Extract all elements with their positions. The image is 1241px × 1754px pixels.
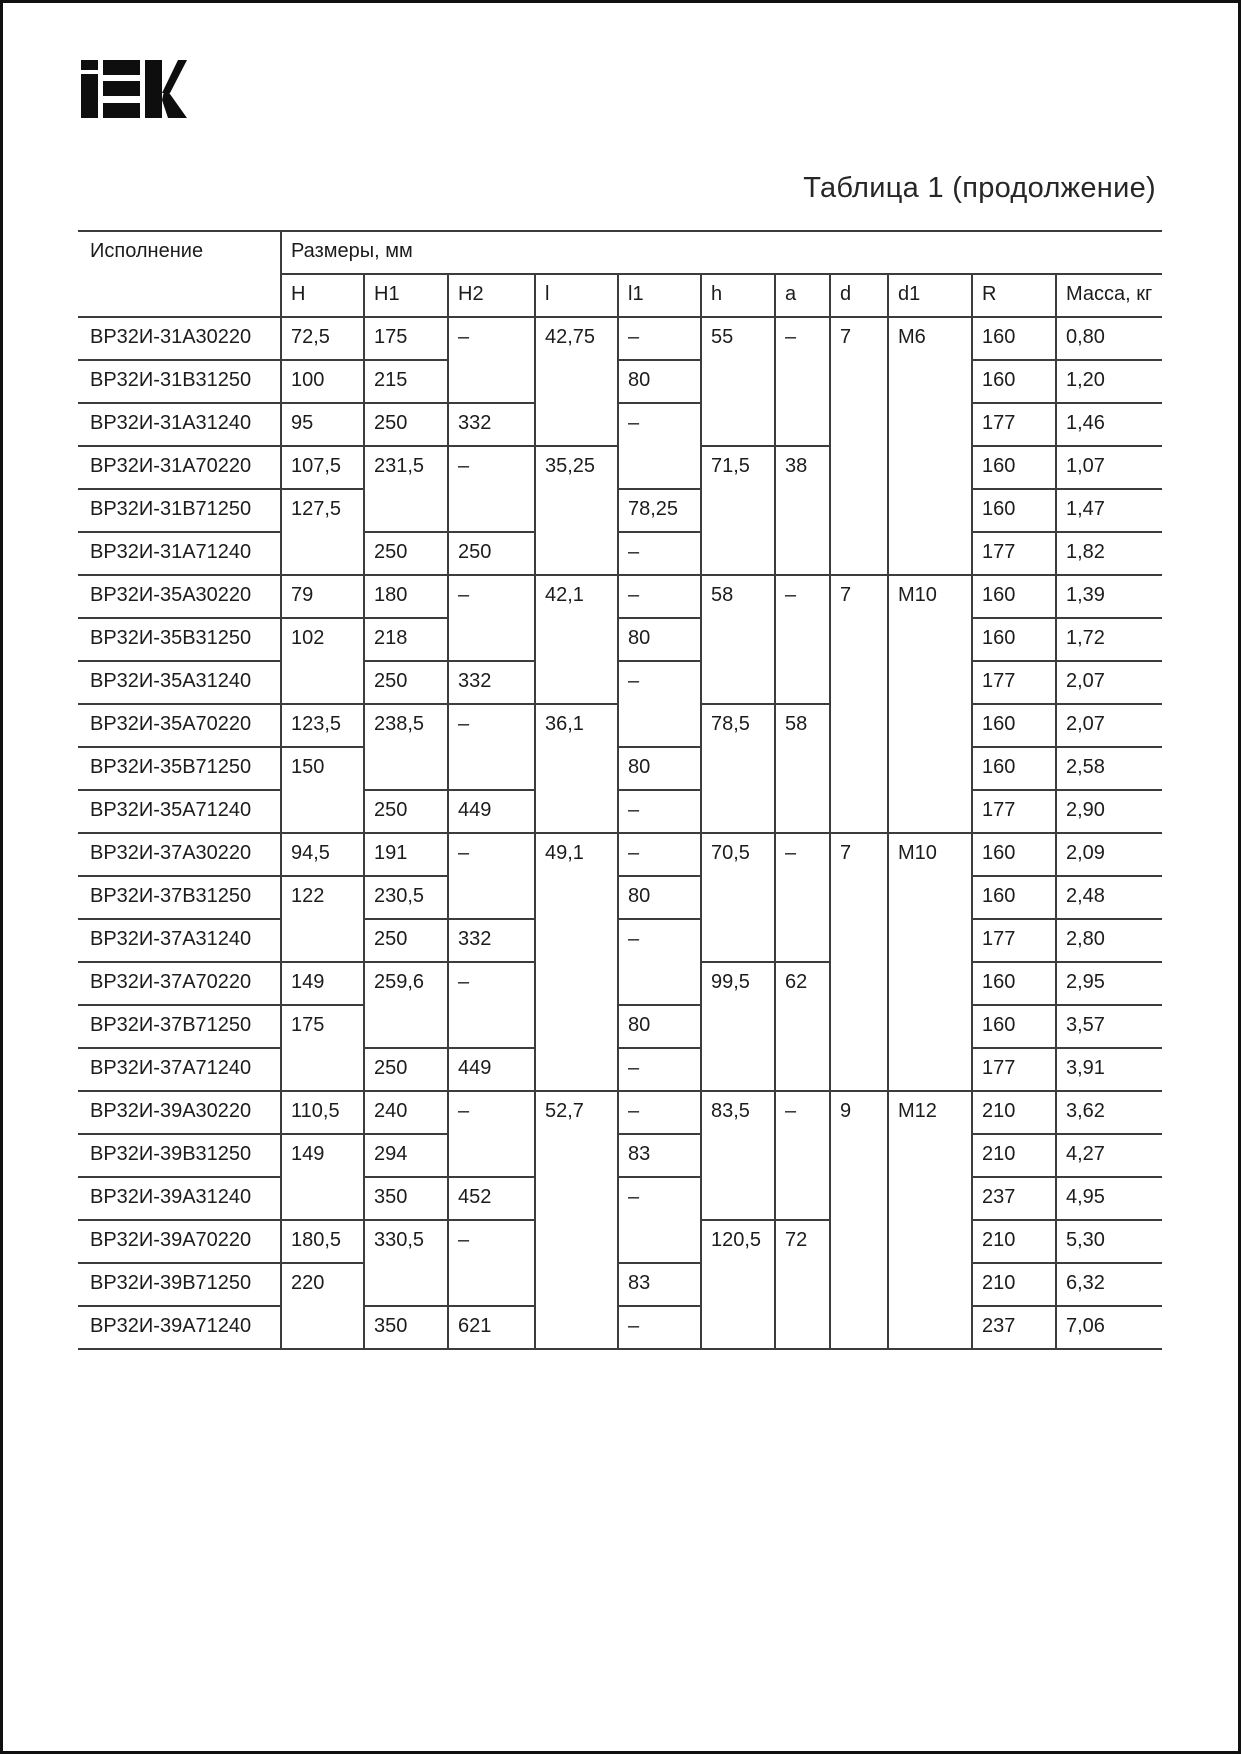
table-row <box>78 661 1162 704</box>
table-row <box>78 1263 1162 1306</box>
value-cell: 180 <box>364 575 448 618</box>
value-cell: М12 <box>888 1091 972 1349</box>
table-row <box>78 919 1162 962</box>
value-cell: – <box>448 833 535 919</box>
model-cell: ВР32И-37А70220 <box>78 962 281 1005</box>
value-cell: 160 <box>972 833 1056 876</box>
value-cell: 2,80 <box>1056 919 1162 962</box>
value-cell: 80 <box>618 876 701 919</box>
value-cell: 62 <box>775 962 830 1091</box>
value-cell: 215 <box>364 360 448 403</box>
table-row <box>78 1005 1162 1048</box>
value-cell: 452 <box>448 1177 535 1220</box>
model-cell: ВР32И-37А71240 <box>78 1048 281 1091</box>
value-cell: – <box>618 1091 701 1134</box>
value-cell: 107,5 <box>281 446 364 489</box>
table-row <box>78 790 1162 833</box>
table-row <box>78 1048 1162 1091</box>
model-cell: ВР32И-31А31240 <box>78 403 281 446</box>
table-row <box>78 618 1162 661</box>
value-cell: 120,5 <box>701 1220 775 1349</box>
value-cell: – <box>448 446 535 532</box>
value-cell: 210 <box>972 1134 1056 1177</box>
col-header-11: Масса, кг <box>1056 274 1162 317</box>
col-header-10: R <box>972 274 1056 317</box>
value-cell: – <box>448 575 535 661</box>
value-cell: 160 <box>972 962 1056 1005</box>
value-cell: 250 <box>364 403 448 446</box>
value-cell: 52,7 <box>535 1091 618 1349</box>
table-row <box>78 1177 1162 1220</box>
value-cell: 80 <box>618 747 701 790</box>
value-cell: 72 <box>775 1220 830 1349</box>
value-cell: 1,47 <box>1056 489 1162 532</box>
table-row <box>78 876 1162 919</box>
value-cell: 149 <box>281 1134 364 1220</box>
dimensions-table <box>78 230 1162 1350</box>
model-cell: ВР32И-31А70220 <box>78 446 281 489</box>
model-cell: ВР32И-35А30220 <box>78 575 281 618</box>
value-cell: М10 <box>888 575 972 833</box>
value-cell: 99,5 <box>701 962 775 1091</box>
value-cell: – <box>618 919 701 1005</box>
value-cell: – <box>618 575 701 618</box>
value-cell: 294 <box>364 1134 448 1177</box>
value-cell: 160 <box>972 876 1056 919</box>
col-header-5: l1 <box>618 274 701 317</box>
value-cell: 250 <box>364 1048 448 1091</box>
col-header-8: d <box>830 274 888 317</box>
table-row <box>78 747 1162 790</box>
value-cell: 42,75 <box>535 317 618 446</box>
value-cell: 122 <box>281 876 364 962</box>
value-cell: 150 <box>281 747 364 833</box>
value-cell: 238,5 <box>364 704 448 790</box>
value-cell: – <box>618 790 701 833</box>
value-cell: 237 <box>972 1177 1056 1220</box>
value-cell: 102 <box>281 618 364 704</box>
table-row <box>78 833 1162 876</box>
value-cell: 149 <box>281 962 364 1005</box>
value-cell: 160 <box>972 317 1056 360</box>
value-cell: 38 <box>775 446 830 575</box>
value-cell: 160 <box>972 360 1056 403</box>
value-cell: 2,48 <box>1056 876 1162 919</box>
value-cell: 78,5 <box>701 704 775 833</box>
value-cell: 123,5 <box>281 704 364 747</box>
value-cell: 80 <box>618 1005 701 1048</box>
value-cell: – <box>775 1091 830 1220</box>
value-cell: 7,06 <box>1056 1306 1162 1349</box>
value-cell: 5,30 <box>1056 1220 1162 1263</box>
table-row <box>78 1306 1162 1349</box>
value-cell: 177 <box>972 403 1056 446</box>
col-group-header-dimensions: Размеры, мм <box>281 231 1162 274</box>
value-cell: 332 <box>448 919 535 962</box>
model-cell: ВР32И-31А71240 <box>78 532 281 575</box>
value-cell: 2,07 <box>1056 704 1162 747</box>
value-cell: 250 <box>448 532 535 575</box>
value-cell: 160 <box>972 1005 1056 1048</box>
value-cell: 220 <box>281 1263 364 1349</box>
value-cell: 350 <box>364 1306 448 1349</box>
value-cell: 58 <box>701 575 775 704</box>
value-cell: 210 <box>972 1263 1056 1306</box>
value-cell: 1,39 <box>1056 575 1162 618</box>
value-cell: – <box>618 661 701 747</box>
value-cell: – <box>618 1306 701 1349</box>
value-cell: – <box>448 704 535 790</box>
value-cell: 2,09 <box>1056 833 1162 876</box>
value-cell: 83 <box>618 1134 701 1177</box>
col-header-4: l <box>535 274 618 317</box>
model-cell: ВР32И-31А30220 <box>78 317 281 360</box>
value-cell: 9 <box>830 1091 888 1349</box>
model-cell: ВР32И-39В31250 <box>78 1134 281 1177</box>
col-header-6: h <box>701 274 775 317</box>
model-cell: ВР32И-35А71240 <box>78 790 281 833</box>
value-cell: 0,80 <box>1056 317 1162 360</box>
value-cell: 4,27 <box>1056 1134 1162 1177</box>
value-cell: 160 <box>972 489 1056 532</box>
value-cell: 1,82 <box>1056 532 1162 575</box>
col-header-model: Исполнение <box>78 231 281 317</box>
value-cell: 449 <box>448 790 535 833</box>
value-cell: 177 <box>972 919 1056 962</box>
value-cell: 110,5 <box>281 1091 364 1134</box>
value-cell: М6 <box>888 317 972 575</box>
value-cell: – <box>618 317 701 360</box>
value-cell: 250 <box>364 790 448 833</box>
value-cell: – <box>775 317 830 446</box>
value-cell: 237 <box>972 1306 1056 1349</box>
value-cell: 7 <box>830 317 888 575</box>
model-cell: ВР32И-35В71250 <box>78 747 281 790</box>
value-cell: 259,6 <box>364 962 448 1048</box>
value-cell: 449 <box>448 1048 535 1091</box>
table-caption: Таблица 1 (продолжение) <box>803 172 1156 204</box>
value-cell: – <box>618 403 701 489</box>
col-header-3: H2 <box>448 274 535 317</box>
value-cell: 2,58 <box>1056 747 1162 790</box>
value-cell: 191 <box>364 833 448 876</box>
value-cell: 42,1 <box>535 575 618 704</box>
value-cell: 7 <box>830 575 888 833</box>
value-cell: 6,32 <box>1056 1263 1162 1306</box>
value-cell: – <box>618 532 701 575</box>
value-cell: 127,5 <box>281 489 364 575</box>
table-row <box>78 489 1162 532</box>
value-cell: 230,5 <box>364 876 448 919</box>
value-cell: 55 <box>701 317 775 446</box>
model-cell: ВР32И-37В31250 <box>78 876 281 919</box>
model-cell: ВР32И-31В31250 <box>78 360 281 403</box>
value-cell: 1,46 <box>1056 403 1162 446</box>
value-cell: 160 <box>972 747 1056 790</box>
value-cell: 3,57 <box>1056 1005 1162 1048</box>
model-cell: ВР32И-37А31240 <box>78 919 281 962</box>
model-cell: ВР32И-39А30220 <box>78 1091 281 1134</box>
value-cell: 210 <box>972 1091 1056 1134</box>
col-header-2: H1 <box>364 274 448 317</box>
col-header-7: a <box>775 274 830 317</box>
value-cell: 177 <box>972 1048 1056 1091</box>
iek-logo-glyphs <box>81 60 187 118</box>
col-header-1: H <box>281 274 364 317</box>
value-cell: 72,5 <box>281 317 364 360</box>
value-cell: 250 <box>364 532 448 575</box>
model-cell: ВР32И-35В31250 <box>78 618 281 661</box>
model-cell: ВР32И-37В71250 <box>78 1005 281 1048</box>
model-cell: ВР32И-39А71240 <box>78 1306 281 1349</box>
table-row <box>78 360 1162 403</box>
value-cell: 49,1 <box>535 833 618 1091</box>
value-cell: 177 <box>972 790 1056 833</box>
value-cell: 177 <box>972 661 1056 704</box>
value-cell: – <box>618 1177 701 1263</box>
value-cell: 621 <box>448 1306 535 1349</box>
value-cell: – <box>448 1220 535 1306</box>
value-cell: – <box>775 575 830 704</box>
model-cell: ВР32И-39В71250 <box>78 1263 281 1306</box>
value-cell: 58 <box>775 704 830 833</box>
value-cell: 100 <box>281 360 364 403</box>
value-cell: 1,20 <box>1056 360 1162 403</box>
value-cell: 218 <box>364 618 448 661</box>
value-cell: – <box>775 833 830 962</box>
value-cell: 180,5 <box>281 1220 364 1263</box>
value-cell: 3,62 <box>1056 1091 1162 1134</box>
value-cell: 35,25 <box>535 446 618 575</box>
value-cell: 332 <box>448 403 535 446</box>
value-cell: 250 <box>364 661 448 704</box>
value-cell: 71,5 <box>701 446 775 575</box>
value-cell: М10 <box>888 833 972 1091</box>
value-cell: – <box>618 833 701 876</box>
header-row-1 <box>78 231 1162 274</box>
model-cell: ВР32И-35А70220 <box>78 704 281 747</box>
value-cell: 83 <box>618 1263 701 1306</box>
value-cell: 70,5 <box>701 833 775 962</box>
value-cell: 231,5 <box>364 446 448 532</box>
value-cell: – <box>448 1091 535 1177</box>
value-cell: 80 <box>618 360 701 403</box>
value-cell: 175 <box>364 317 448 360</box>
value-cell: – <box>618 1048 701 1091</box>
value-cell: 3,91 <box>1056 1048 1162 1091</box>
value-cell: 160 <box>972 618 1056 661</box>
model-cell: ВР32И-39А31240 <box>78 1177 281 1220</box>
value-cell: 95 <box>281 403 364 446</box>
col-header-9: d1 <box>888 274 972 317</box>
value-cell: 80 <box>618 618 701 661</box>
value-cell: 250 <box>364 919 448 962</box>
value-cell: 350 <box>364 1177 448 1220</box>
value-cell: 4,95 <box>1056 1177 1162 1220</box>
value-cell: 160 <box>972 446 1056 489</box>
value-cell: 83,5 <box>701 1091 775 1220</box>
value-cell: 1,72 <box>1056 618 1162 661</box>
value-cell: 175 <box>281 1005 364 1091</box>
table-row <box>78 1091 1162 1134</box>
value-cell: 160 <box>972 704 1056 747</box>
value-cell: 94,5 <box>281 833 364 876</box>
value-cell: 79 <box>281 575 364 618</box>
value-cell: 2,95 <box>1056 962 1162 1005</box>
value-cell: 177 <box>972 532 1056 575</box>
value-cell: 2,07 <box>1056 661 1162 704</box>
value-cell: 2,90 <box>1056 790 1162 833</box>
table-row <box>78 403 1162 446</box>
value-cell: 160 <box>972 575 1056 618</box>
table-row <box>78 317 1162 360</box>
table-row <box>78 532 1162 575</box>
iek-logo <box>81 59 187 118</box>
value-cell: – <box>448 317 535 403</box>
table-row <box>78 575 1162 618</box>
model-cell: ВР32И-39А70220 <box>78 1220 281 1263</box>
value-cell: – <box>448 962 535 1048</box>
value-cell: 210 <box>972 1220 1056 1263</box>
table-row <box>78 1134 1162 1177</box>
value-cell: 7 <box>830 833 888 1091</box>
value-cell: 36,1 <box>535 704 618 833</box>
model-cell: ВР32И-35А31240 <box>78 661 281 704</box>
value-cell: 1,07 <box>1056 446 1162 489</box>
value-cell: 240 <box>364 1091 448 1134</box>
model-cell: ВР32И-37А30220 <box>78 833 281 876</box>
model-cell: ВР32И-31В71250 <box>78 489 281 532</box>
value-cell: 78,25 <box>618 489 701 532</box>
value-cell: 332 <box>448 661 535 704</box>
value-cell: 330,5 <box>364 1220 448 1306</box>
